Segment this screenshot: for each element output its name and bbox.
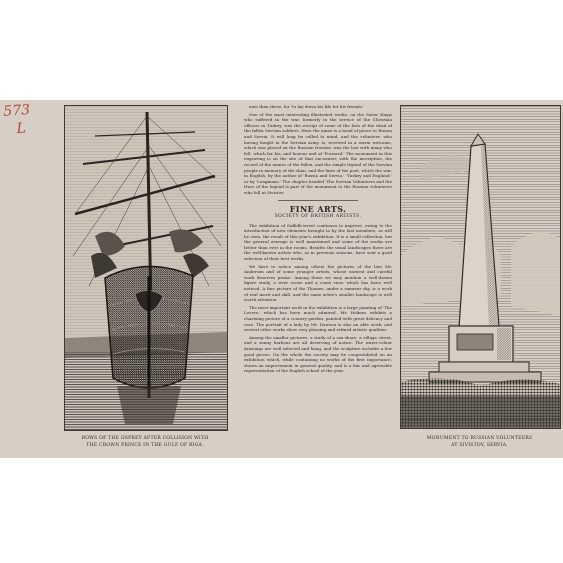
section-heading: FINE ARTS. (289, 203, 347, 214)
article-paragraph: We have to notice among others the pictures of the late Mr. Anderson and of some younger artists, whose earnest and careful work deserves praise. Among these we may mention a well-drawn figure study, a river scene and a coast view, which has been well noticed. A fine picture of the Thames, under a summer sky, is a work of real merit and skill, and the same artist's smaller landscape is well worth attention. (244, 263, 392, 303)
pencil-letter-mark: L (16, 120, 27, 138)
monument-caption-line-1: MONUMENT TO RUSSIAN VOLUNTEERS (426, 436, 533, 441)
section-subheading: SOCIETY OF BRITISH ARTISTS. (274, 213, 362, 219)
article-paragraph: The exhibition of Suffolk-street continues to improve, owing to the introduction of new elements brought in by the last members, as will be seen, the result of this year's exhibition. It is a small collection, but the general average is well maintained and some of the works are better than ever in the rooms. Besides the usual landscapes there are the well-known artists who, as in previous seasons, have sent a good selection of their best works. (244, 222, 392, 262)
article-paragraph: men than these, for 'to lay down his life for his friends.' (249, 104, 365, 109)
monument-caption-line-2: AT SIVISTOV, SERVIA. (451, 443, 508, 448)
article-paragraph: The most important work in the exhibition is a large painting of 'The Lovers,' which has been much admired. Mr. Holmes exhibits a charming picture of a country garden, painted with great delicacy and care. The portrait of a lady by Mr. Dawson is also an able work, and several other works show very pleasing and refined artistic qualities. (244, 304, 392, 333)
article-column (244, 104, 392, 456)
ship-illustration (65, 106, 227, 430)
pencil-annotation (3, 101, 31, 139)
section-divider (278, 200, 358, 201)
monument-engraving-caption (400, 435, 559, 449)
article-body (244, 223, 392, 374)
monument-engraving (400, 105, 561, 429)
pencil-page-number: 573 (2, 102, 31, 120)
article-paragraph: One of the most interesting illustrated works, on the Sister Kings who suffered in the war, formerly in the service of the Christian officers in Turkey, was the receipt of some of the lists of the dead of the fallen Servian soldiers. Here the name is a bond of peace to Russia and Servia. It will long be called to mind, and the volunteer, who having fought in the Servian army, is, received in a warm welcome, which was placed on the Russian frontier, was the last with many who fell, which for his, and honour and of 'Forward.' The monument in this engraving is on the site of that encounter, with the inscription, the record of the names of the fallen, and the simple legend of the Servian people in memory of the slain, and the lines of the poet, which the war, in English, by the author of 'Russia and Servia,' 'Turkey and England,' or by 'Longmans.' The chapter headed 'The Servian Volunteers and the Hero of the legend is part of the monument to the Russian volunteers who fell at Sivistov. (244, 111, 392, 195)
scanned-newspaper-page (0, 100, 563, 458)
ship-caption-line-1: BOWS OF THE OSPREY AFTER COLLISION WITH (81, 436, 209, 441)
ship-engraving (64, 105, 228, 431)
monument-illustration (401, 106, 560, 428)
ship-caption-line-2: THE CROWN PRINCE IN THE GULF OF RIGA. (86, 443, 204, 448)
article-paragraph: Among the smaller pictures, a study of a sea-shore, a village street, and a sunny harbour are all deserving of notice. The water-colour drawings are well selected and hung, and the sculpture includes a few good pieces. On the whole the society may be congratulated on an exhibition which, while containing no works of the first importance, shows an improvement in general quality, and is a fair and agreeable representation of the English school of the year. (244, 334, 392, 374)
article-intro (244, 104, 392, 196)
ship-engraving-caption (64, 435, 226, 449)
